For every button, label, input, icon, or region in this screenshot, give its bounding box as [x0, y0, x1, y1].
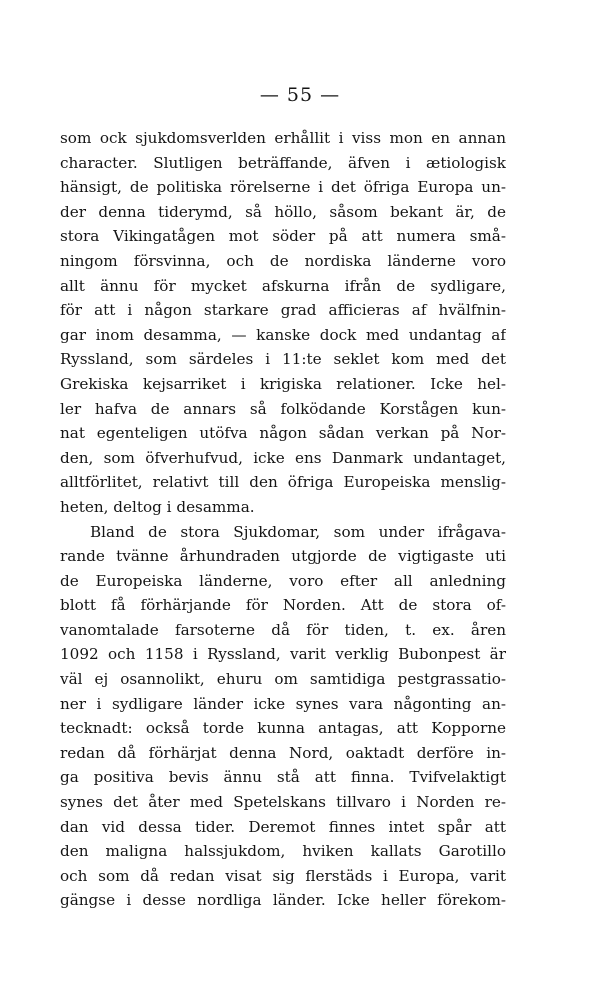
text-line: gängse i desse nordliga länder. Icke heller förekom- [60, 891, 506, 910]
text-line: rande tvänne århundraden utgjorde de vigtigaste uti [60, 547, 506, 566]
text-line: ner i sydligare länder icke synes vara någonting an- [60, 694, 506, 713]
text-line: stora Vikingatågen mot söder på att numera små- [60, 227, 506, 246]
page-number: — 55 — [259, 84, 341, 106]
text-line: character. Slutligen beträffande, äfven i ætiologisk [60, 153, 506, 172]
text-line: allt ännu för mycket afskurna ifrån de sydligare, [60, 276, 506, 295]
text-line: synes det åter med Spetelskans tillvaro i Norden re- [60, 793, 506, 812]
text-line: dan vid dessa tider. Deremot finnes intet spår att [60, 817, 506, 836]
text-line: Bland de stora Sjukdomar, som under ifrågava- [90, 522, 506, 541]
text-line: Grekiska kejsarriket i krigiska relationer. Icke hel- [60, 374, 506, 393]
text-line: som ock sjukdomsverlden erhållit i viss mon en annan [60, 129, 506, 147]
text-line: alltförlitet, relativt till den öfriga Europeiska menslig- [60, 473, 506, 492]
text-line: och som då redan visat sig flerstäds i Europa, varit [60, 866, 506, 885]
text-line: tecknadt: också torde kunna antagas, att Kopporne [60, 719, 506, 738]
text-line: för att i någon starkare grad afficieras af hvälfnin- [60, 301, 506, 320]
text-line: de Europeiska länderne, voro efter all anledning [60, 571, 506, 590]
text-line: väl ej osannolikt, ehuru om samtidiga pestgrassatio- [60, 670, 506, 689]
text-line: den maligna halssjukdom, hviken kallats Garotillo [60, 842, 506, 861]
text-line: der denna tiderymd, så höllo, såsom bekant är, de [60, 202, 506, 221]
text-line: vanomtalade farsoterne då för tiden, t. ex. åren [60, 620, 506, 639]
text-line: nat egenteligen utöfva någon sådan verkan på Nor- [60, 424, 506, 443]
text-line: blott få förhärjande för Norden. Att de stora of- [60, 596, 506, 615]
text-line: heten, deltog i desamma. [60, 497, 255, 516]
text-line: ler hafva de annars så folködande Korstågen kun- [60, 399, 506, 418]
text-line: hänsigt, de politiska rörelserne i det öfriga Europa un- [60, 178, 506, 197]
text-line: Ryssland, som särdeles i 11:te seklet kom med det [60, 350, 506, 369]
text-line: ga positiva bevis ännu stå att finna. Tvifvelaktigt [60, 768, 506, 787]
text-line: redan då förhärjat denna Nord, oaktadt derföre in- [60, 743, 506, 762]
text-line: gar inom desamma, — kanske dock med undantag af [60, 325, 506, 344]
text-line: den, som öfverhufvud, icke ens Danmark undantaget, [60, 448, 506, 467]
body-text [60, 126, 506, 913]
text-line: ningom försvinna, och de nordiska länderne voro [60, 251, 506, 270]
text-line: 1092 och 1158 i Ryssland, varit verklig Bubonpest är [60, 645, 506, 664]
